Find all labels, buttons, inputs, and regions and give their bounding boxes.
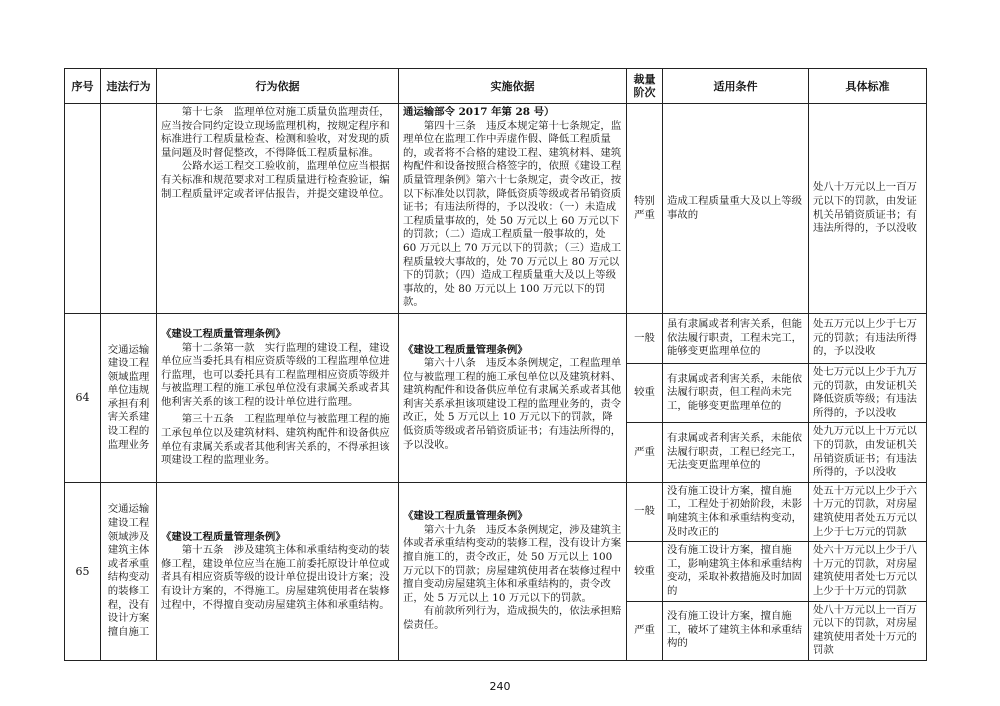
impl-article-69-p2: 有前款所列行为，造成损失的，依法承担赔偿责任。: [403, 605, 622, 631]
cond-cell: 有隶属或者利害关系，未能依法履行职责，但工程尚未完工，能够变更监理单位的: [663, 364, 809, 423]
std-cell: 处五万元以上少于七万元的罚款；有违法所得的，予以没收: [809, 314, 927, 364]
cond-cell: 虽有隶属或者利害关系，但能依法履行职责，工程未完工，能够变更监理单位的: [663, 314, 809, 364]
seq-cell: 64: [65, 314, 101, 483]
impl-article-43: 第四十三条 违反本规定第十七条规定，监理单位在监理工作中弄虚作假、降低工程质量的，或者将不合格的建设工程、建筑材料、建筑构配件和设备按照合格签字的，依照《建设工程质量管理条例》第六十七条规定，责令改正，按以下标准处以罚款，降低资质等级或者吊销资质证书；有违法所得的，予以没收：（一）未造成工程质量事故的，处 50 万元以上 60 万元以下的罚款；（二）造成工程质量一般事故的，处 60 万元以上 70 万元以下的罚款；（三）造成工程质量较大事故的，处 70 万元以上 80 万元以下的罚款；（四）造成工程质量重大及以上等级事故的，处 80 万元以上 100 万元以下的罚款。: [403, 119, 622, 309]
basis-article-17-p2: 公路水运工程交工验收前，监理单位应当根据有关标准和规范要求对工程质量进行检查验证，编制工程质量评定或者评估报告，并提交建设单位。: [161, 160, 390, 200]
header-act: 违法行为: [101, 69, 157, 104]
table-header-row: [65, 69, 927, 104]
seq-cell-empty: [65, 104, 101, 314]
std-cell: 处八十万元以上一百万元以下的罚款，由发证机关吊销资质证书；有违法所得的，予以没收: [809, 104, 927, 314]
level-cell: 特别严重: [627, 104, 663, 314]
header-level: 裁量阶次: [627, 69, 663, 104]
std-cell: 处七万元以上少于九万元的罚款，由发证机关降低资质等级；有违法所得的，予以没收: [809, 364, 927, 423]
basis-article-15: 第十五条 涉及建筑主体和承重结构变动的装修工程，建设单位应当在施工前委托原设计单位或者具有相应资质等级的设计单位提出设计方案；没有设计方案的，不得施工。房屋建筑使用者在装修过程中，不得擅自变动房屋建筑主体和承重结构。: [161, 544, 390, 611]
std-cell: 处八十万元以上一百万元以下的罚款，对房屋建筑使用者处十万元的罚款: [809, 601, 927, 660]
seq-cell: 65: [65, 482, 101, 660]
cond-cell: 有隶属或者利害关系，未能依法履行职责，工程已经完工，无法变更监理单位的: [663, 423, 809, 482]
level-cell: 较重: [627, 542, 663, 601]
page-number: 240: [489, 680, 511, 693]
cond-cell: 没有施工设计方案，擅自施工，影响建筑主体和承重结构变动，采取补救措施及时加固的: [663, 542, 809, 601]
impl-title: 《建设工程质量管理条例》: [403, 510, 528, 523]
impl-cell: [399, 482, 627, 660]
basis-title: 《建设工程质量管理条例》: [161, 327, 286, 340]
basis-title: 《建设工程质量管理条例》: [161, 530, 286, 543]
level-cell: 严重: [627, 423, 663, 482]
impl-title: 通运输部令 2017 年第 28 号）: [403, 106, 555, 118]
impl-article-69: 第六十九条 违反本条例规定，涉及建筑主体或者承重结构变动的装修工程，没有设计方案擅自施工的，责令改正，处 50 万元以上 100 万元以下的罚款；房屋建筑使用者在装修过程中擅自变动房屋建筑主体和承重结构的，责令改正，处 5 万元以上 10 万元以下的罚款。: [403, 523, 622, 604]
impl-cell: [399, 104, 627, 314]
table-row-65-tier-1: [65, 482, 927, 541]
basis-cell: [157, 314, 399, 483]
level-cell: 较重: [627, 364, 663, 423]
act-cell-empty: [101, 104, 157, 314]
table-row-64-tier-1: [65, 314, 927, 364]
table-row-continued: [65, 104, 927, 314]
basis-cell: [157, 482, 399, 660]
basis-cell: [157, 104, 399, 314]
penalty-standards-table: [64, 68, 927, 661]
basis-article-17: 第十七条 监理单位对施工质量负监理责任，应当按合同约定设立现场监理机构，按规定程序和标准进行工程质量检查、检测和验收，对发现的质量问题及时督促整改，不得降低工程质量标准。: [161, 106, 390, 159]
header-std: 具体标准: [809, 69, 927, 104]
basis-article-35: 第三十五条 工程监理单位与被监理工程的施工承包单位以及建筑材料、建筑构配件和设备供应单位有隶属关系或者其他利害关系的，不得承担该项建设工程的监理业务。: [161, 413, 390, 467]
std-cell: 处九万元以上十万元以下的罚款，由发证机关吊销资质证书；有违法所得的，予以没收: [809, 423, 927, 482]
level-cell: 一般: [627, 314, 663, 364]
std-cell: 处五十万元以上少于六十万元的罚款，对房屋建筑使用者处五万元以上少于七万元的罚款: [809, 482, 927, 541]
header-seq: 序号: [65, 69, 101, 104]
impl-title: 《建设工程质量管理条例》: [403, 343, 528, 356]
std-cell: 处六十万元以上少于八十万元的罚款，对房屋建筑使用者处七万元以上少于十万元的罚款: [809, 542, 927, 601]
header-cond: 适用条件: [663, 69, 809, 104]
level-cell: 严重: [627, 601, 663, 660]
level-cell: 一般: [627, 482, 663, 541]
cond-cell: 没有施工设计方案，擅自施工，工程处于初始阶段，未影响建筑主体和承重结构变动，及时改正的: [663, 482, 809, 541]
header-impl: 实施依据: [399, 69, 627, 104]
act-cell: 交通运输建设工程领域涉及建筑主体或者承重结构变动的装修工程，没有设计方案擅自施工: [101, 482, 157, 660]
cond-cell: 没有施工设计方案，擅自施工，破坏了建筑主体和承重结构的: [663, 601, 809, 660]
header-basis: 行为依据: [157, 69, 399, 104]
impl-cell: [399, 314, 627, 483]
act-cell: 交通运输建设工程领域监理单位违规承担有利害关系建设工程的监理业务: [101, 314, 157, 483]
impl-article-68: 第六十八条 违反本条例规定，工程监理单位与被监理工程的施工承包单位以及建筑材料、建筑构配件和设备供应单位有隶属关系或者其他利害关系承担该项建设工程的监理业务的，责令改正，处 5 万元以上 10 万元以下的罚款，降低资质等级或者吊销资质证书；有违法所得的，予以没收。: [403, 357, 622, 451]
cond-cell: 造成工程质量重大及以上等级事故的: [663, 104, 809, 314]
basis-article-12: 第十二条第一款 实行监理的建设工程，建设单位应当委托具有相应资质等级的工程监理单位进行监理，也可以委托具有工程监理相应资质等级并与被监理工程的施工承包单位没有隶属关系或者其他利害关系的该工程的设计单位进行监理。: [161, 341, 390, 408]
